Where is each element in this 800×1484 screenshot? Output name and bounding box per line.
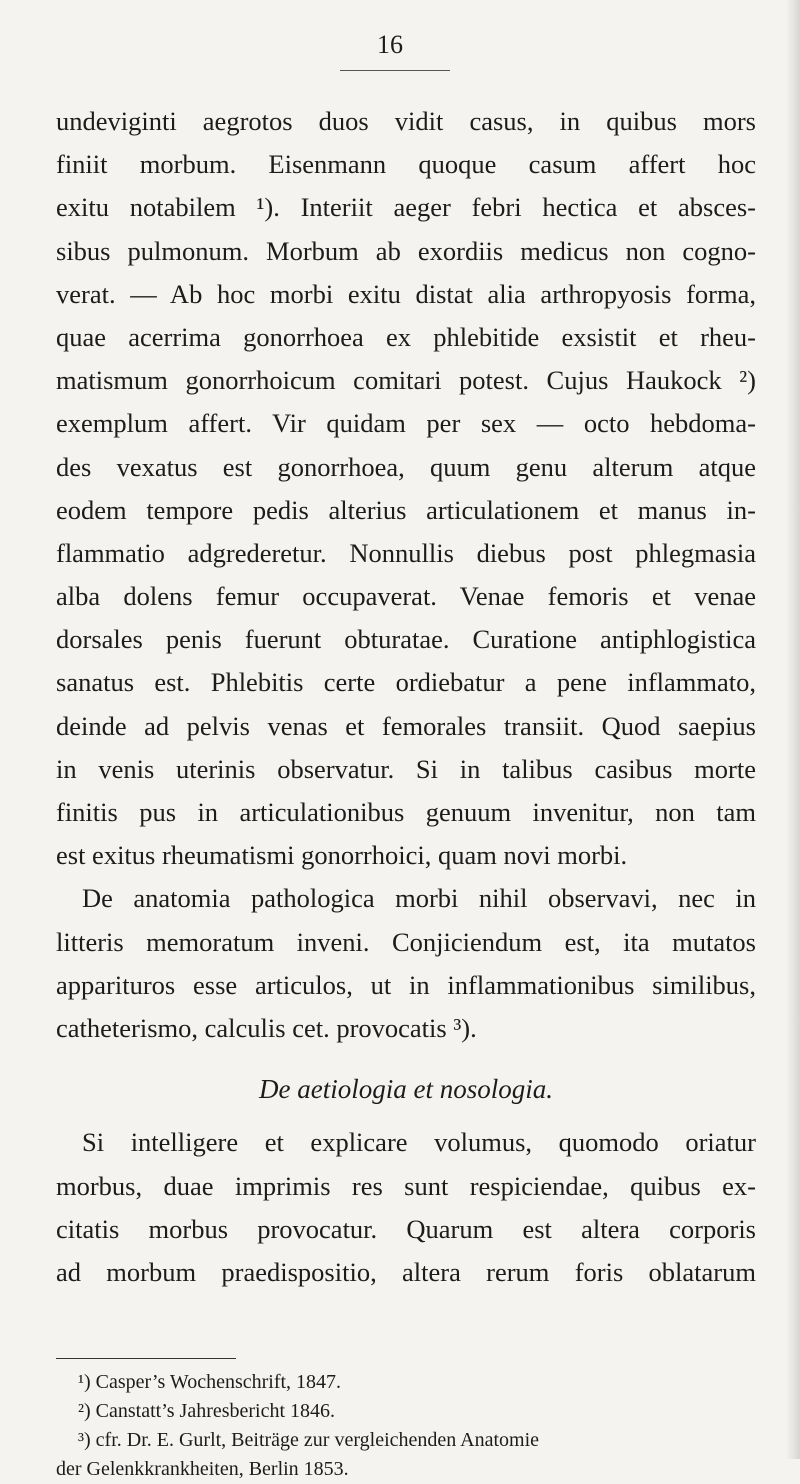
text-line: est exitus rheumatismi gonorrhoici, quam novi morbi. — [56, 840, 628, 871]
page-number: 16 — [377, 30, 403, 59]
text-line: verat. — Ab hoc morbi exitu distat alia arthropyosis forma, — [56, 278, 756, 309]
page-edge-shadow — [786, 0, 800, 1459]
footnote: ²) Canstatt’s Jahresbericht 1846. — [78, 1400, 336, 1422]
footnote-continuation: der Gelenkkrankheiten, Berlin 1853. — [56, 1458, 349, 1480]
text-line: exemplum affert. Vir quidam per sex — octo hebdoma- — [56, 408, 756, 439]
text-line: De anatomia pathologica morbi nihil observavi, nec in — [82, 883, 756, 914]
text-line: finiit morbum. Eisenmann quoque casum affert hoc — [56, 149, 756, 180]
footnote: ¹) Casper’s Wochenschrift, 1847. — [78, 1371, 342, 1393]
text-line: flammatio adgrederetur. Nonnullis diebus post phlegmasia — [56, 537, 756, 568]
section-heading: De aetiologia et nosologia. — [259, 1074, 553, 1105]
paragraph-1 — [56, 100, 756, 877]
text-line: dorsales penis fuerunt obturatae. Curatione antiphlogistica — [56, 624, 756, 655]
text-line: sanatus est. Phlebitis certe ordiebatur a pene inflammato, — [56, 667, 756, 698]
text-line: finitis pus in articulationibus genuum invenitur, non tam — [56, 797, 756, 827]
text-line: litteris memoratum inveni. Conjiciendum est, ita mutatos — [56, 926, 756, 957]
page-number-rule — [340, 70, 450, 71]
text-line: morbus, duae imprimis res sunt respiciendae, quibus ex- — [56, 1170, 756, 1201]
footnote: ³) cfr. Dr. E. Gurlt, Beiträge zur vergleichenden Anatomie — [78, 1429, 540, 1451]
text-line: apparituros esse articulos, ut in inflammationibus similibus, — [56, 969, 756, 1000]
text-line: matismum gonorrhoicum comitari potest. Cujus Haukock ²) — [56, 365, 756, 396]
paragraph-2 — [56, 877, 756, 1050]
footnote-rule — [56, 1358, 236, 1359]
text-line: ad morbum praedispositio, altera rerum foris oblatarum — [56, 1256, 756, 1287]
text-line: in venis uterinis observatur. Si in talibus casibus morte — [56, 753, 756, 784]
text-line: quae acerrima gonorrhoea ex phlebitide exsistit et rheu- — [56, 321, 756, 352]
paragraph-3 — [56, 1121, 756, 1294]
text-line: sibus pulmonum. Morbum ab exordiis medicus non cogno- — [56, 235, 756, 266]
text-line: exitu notabilem ¹). Interiit aeger febri hectica et absces- — [56, 192, 756, 223]
text-line: eodem tempore pedis alterius articulationem et manus in- — [56, 494, 756, 525]
footnotes — [56, 1368, 766, 1484]
text-line: deinde ad pelvis venas et femorales transiit. Quod saepius — [56, 710, 756, 741]
text-line: des vexatus est gonorrhoea, quum genu alterum atque — [56, 451, 756, 482]
text-line: catheterismo, calculis cet. provocatis ³). — [56, 1012, 477, 1043]
body-text — [56, 100, 756, 1294]
text-line: citatis morbus provocatur. Quarum est altera corporis — [56, 1213, 756, 1244]
text-line: Si intelligere et explicare volumus, quomodo oriatur — [82, 1127, 756, 1158]
text-line: alba dolens femur occupaverat. Venae femoris et venae — [56, 581, 756, 612]
text-line: undeviginti aegrotos duos vidit casus, in quibus mors — [56, 106, 756, 136]
